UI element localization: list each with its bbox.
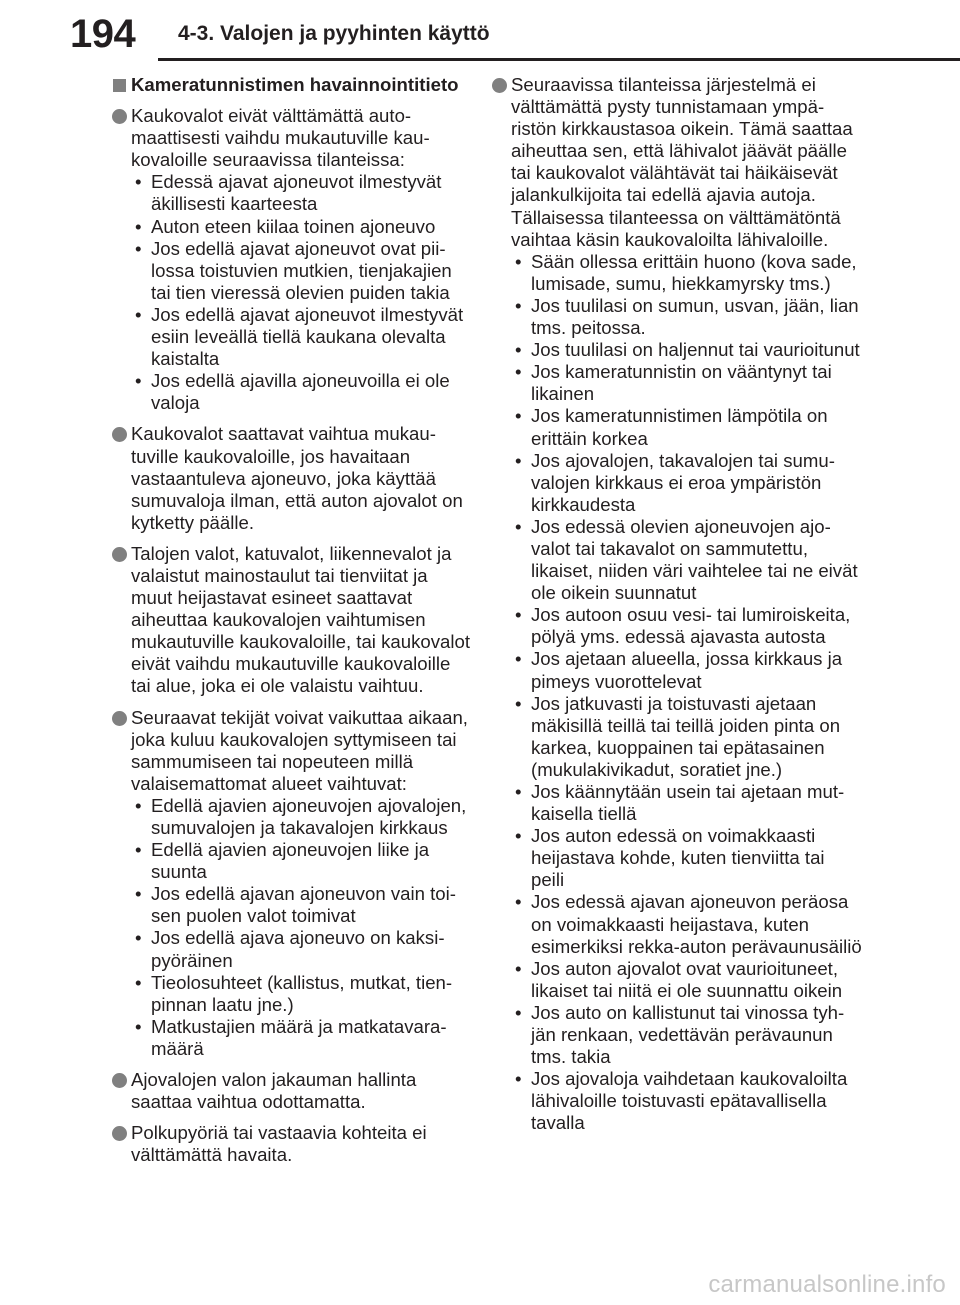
list-item-text: Jos edessä olevien ajoneuvojen ajovalot tai takavalot on sammutettu, likaiset, niiden väri vaihtelee tai ne eivät ole oikein suunnatut [531,515,858,604]
list-item-text: Jos autoon osuu vesi- tai lumiroiskeita, pölyä yms. edessä ajavasta autosta [531,604,851,648]
list-item [131,216,472,238]
filled-circle-icon [112,109,127,124]
bullet-dot-icon: • [515,692,522,714]
bullet-dot-icon: • [515,405,522,427]
list-item-text: Edellä ajavien ajoneuvojen liike ja suunta [151,839,430,883]
section-title: 4-3. Valojen ja pyyhinten käyttö [178,22,490,45]
list-item-text: Jos jatkuvasti ja toistuvasti ajetaan mäkisillä teillä tai teillä joiden pinta on karkea, kuoppainen tai epätasainen (mukulakivikadut, soratiet jne.) [531,692,841,780]
list-item [511,1068,862,1134]
bullet-dot-icon: • [135,883,142,905]
bullet-dot-icon: • [135,303,142,325]
bullet-dot-icon: • [515,957,522,979]
bullet-list [131,795,472,1060]
list-item-text: Edessä ajavat ajoneuvot ilmestyvät äkillisesti kaarteesta [151,171,442,215]
paragraph [112,105,472,414]
left-paragraphs [112,105,472,1166]
bullet-dot-icon: • [135,1015,142,1037]
bullet-dot-icon: • [135,794,142,816]
list-item [131,171,472,215]
bullet-dot-icon: • [515,361,522,383]
list-item-text: Tieolosuhteet (kallistus, mutkat, tienpinnan laatu jne.) [151,971,453,1015]
bullet-dot-icon: • [515,604,522,626]
list-item [511,958,862,1002]
list-item-text: Jos edellä ajavat ajoneuvot ilmestyvät esiin leveällä tiellä kaukana olevalta kaistalta [151,303,464,370]
list-item-text: Jos edellä ajavilla ajoneuvoilla ei ole valoja [151,370,450,414]
list-item [131,304,472,370]
bullet-dot-icon: • [515,781,522,802]
list-item-text: Auton eteen kiilaa toinen ajoneuvo [151,215,436,237]
list-item [511,693,862,781]
paragraph-text: Kaukovalot saattavat vaihtua mukautuville kaukovaloille, jos havaitaan vastaantuleva ajoneuvo, joka käyttää sumuvaloja ilman, että auton ajovalot on kytketty päälle. [131,423,463,533]
header-rule [158,58,960,61]
list-item-text: Jos edessä ajavan ajoneuvon peräosa on voimakkaasti heijastava, kuten esimerkiksi rekka-auton perävaunusäiliö [531,891,862,957]
paragraph [112,543,472,698]
bullet-dot-icon: • [515,250,522,272]
bullet-dot-icon: • [515,891,522,913]
bullet-dot-icon: • [515,1068,522,1090]
list-item [511,516,862,604]
list-item-text: Jos käännytään usein tai ajetaan mutkaisella tiellä [531,781,845,825]
filled-circle-icon [112,427,127,442]
list-item [131,839,472,883]
list-item-text: Jos tuulilasi on haljennut tai vaurioitunut [531,339,860,361]
bullet-dot-icon: • [515,294,522,316]
filled-circle-icon [112,711,127,726]
filled-circle-icon [112,547,127,562]
list-item-text: Jos edellä ajavan ajoneuvon vain toisen puolen valot toimivat [151,883,456,927]
list-item-text: Jos edellä ajavat ajoneuvot ovat piilossa toistuvien mutkien, tienjakajien tai tien vieressä olevien puiden takia [151,237,452,303]
list-item-text: Jos ajetaan alueella, jossa kirkkaus ja pimeys vuorottelevat [531,648,843,692]
filled-square-icon [113,79,126,92]
paragraph [112,1069,472,1113]
bullet-dot-icon: • [515,1001,522,1023]
list-item [511,604,862,648]
bullet-list [131,171,472,414]
filled-circle-icon [112,1126,127,1141]
list-item [131,370,472,414]
list-item [131,972,472,1016]
list-item-text: Jos ajovaloja vaihdetaan kaukovaloilta lähivaloille toistuvasti epätavallisella tavalla [531,1068,848,1134]
list-item [511,891,862,957]
bullet-dot-icon: • [515,515,522,537]
list-item [511,781,862,825]
bullet-dot-icon: • [135,839,142,861]
bullet-dot-icon: • [135,927,142,949]
bullet-dot-icon: • [515,648,522,670]
list-item [131,795,472,839]
list-item-text: Matkustajien määrä ja matkatavaramäärä [151,1015,447,1059]
paragraph-text: Ajovalojen valon jakauman hallinta saattaa vaihtua odottamatta. [131,1069,417,1113]
bullet-dot-icon: • [135,215,142,237]
list-item-text: Jos auto on kallistunut tai vinossa tyhjän renkaan, vedettävän perävaunun tms. takia [531,1001,845,1068]
section-heading [112,74,472,96]
paragraph [112,1122,472,1166]
bullet-dot-icon: • [135,971,142,993]
bullet-dot-icon: • [135,237,142,259]
bullet-dot-icon: • [515,449,522,471]
list-item-text: Edellä ajavien ajoneuvojen ajovalojen, sumuvalojen ja takavalojen kirkkaus [151,794,467,838]
list-item [511,450,862,516]
footer-watermark: carmanualsonline.info [708,1271,946,1298]
paragraph [112,423,472,533]
page-header [0,0,960,63]
list-item-text: Jos auton ajovalot ovat vaurioituneet, likaiset tai niitä ei ole suunnattu oikein [531,957,843,1001]
paragraph-text: Kaukovalot eivät välttämättä automaattisesti vaihdu mukautuville kaukovaloille seuraavissa tilanteissa: [131,105,430,171]
list-item-text: Jos kameratunnistin on vääntynyt tai likainen [531,361,832,405]
filled-circle-icon [492,78,507,93]
list-item [131,238,472,304]
list-item [511,295,862,339]
list-item [511,339,862,361]
list-item [511,1002,862,1068]
list-item [511,361,862,405]
bullet-dot-icon: • [135,370,142,392]
list-item [131,927,472,971]
paragraph-text: Polkupyöriä tai vastaavia kohteita ei välttämättä havaita. [131,1122,427,1166]
right-column [492,74,862,1144]
bullet-dot-icon: • [515,339,522,361]
list-item [131,883,472,927]
page-number: 194 [70,12,136,56]
right-paragraphs [492,74,862,1135]
paragraph-text: Talojen valot, katuvalot, liikennevalot ja valaistut mainostaulut tai tienviitat ja muut heijastavat esineet saattavat aiheuttaa kaukovalojen vaihtumisen mukautuville kaukovaloille, tai kaukovalot eivät vaihdu mukautuville kaukovaloille tai alue, joka ei ole valaistu vaihtuu. [131,542,470,697]
list-item-text: Jos tuulilasi on sumun, usvan, jään, lian tms. peitossa. [531,294,859,339]
list-item-text: Jos auton edessä on voimakkaasti heijastava kohde, kuten tienviitta tai peili [531,825,825,891]
list-item-text: Jos ajovalojen, takavalojen tai sumuvalojen kirkkaus ei eroa ympäristön kirkkaudesta [531,449,835,515]
paragraph-text: Seuraavissa tilanteissa järjestelmä ei välttämättä pysty tunnistamaan ympäristön kirkkaustasoa oikein. Tämä saattaa aiheuttaa sen, että lähivalot jäävät päälle tai kaukovalot välähtävät tai häikäisevät jalankulkijoita tai edellä ajavia autoja. Tällaisessa tilanteessa on välttämätöntä vaihtaa käsin kaukovaloilta lähivaloille. [511,74,853,250]
list-item-text: Jos edellä ajava ajoneuvo on kaksipyöräinen [151,927,445,971]
list-item [511,405,862,449]
section-heading-text: Kameratunnistimen havainnointitieto [131,74,459,95]
paragraph-text: Seuraavat tekijät voivat vaikuttaa aikaan, joka kuluu kaukovalojen syttymiseen tai sammumiseen tai nopeuteen millä valaisemattomat alueet vaihtuvat: [131,706,468,794]
list-item [511,251,862,295]
filled-circle-icon [112,1073,127,1088]
bullet-dot-icon: • [515,825,522,847]
paragraph [492,74,862,1135]
list-item-text: Sään ollessa erittäin huono (kova sade, lumisade, sumu, hiekkamyrsky tms.) [531,250,857,294]
list-item [511,648,862,692]
list-item [131,1016,472,1060]
bullet-dot-icon: • [135,171,142,193]
list-item-text: Jos kameratunnistimen lämpötila on erittäin korkea [531,405,828,449]
list-item [511,825,862,891]
left-column [112,74,472,1175]
paragraph [112,707,472,1061]
bullet-list [511,251,862,1135]
